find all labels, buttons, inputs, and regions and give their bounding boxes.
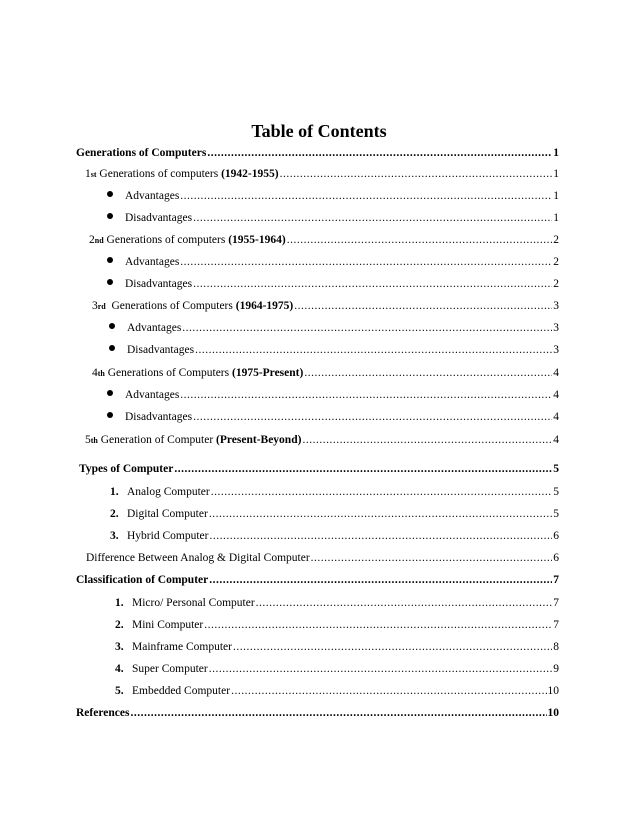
toc-entry[interactable] — [107, 255, 559, 269]
toc-entry[interactable]: 4 th Generations of Computers (1975-Present) ..... 4 — [92, 366, 559, 380]
toc-entry-label: Super Computer — [132, 663, 208, 675]
toc-entry-years: (1955-1964) — [228, 234, 286, 246]
toc-entry[interactable]: 5 th Generation of Computer (Present-Beyond) ..... 4 — [85, 433, 559, 447]
toc-entry-label: References — [76, 707, 130, 719]
toc-entry[interactable] — [110, 529, 559, 543]
leader-dots — [311, 551, 553, 565]
bullet-icon — [107, 390, 113, 396]
toc-title: Table of Contents — [251, 121, 387, 141]
ordinal-number: 2 — [89, 234, 95, 246]
toc-entry-label: Types of Computer — [79, 463, 174, 475]
toc-entry-years: (Present-Beyond) — [216, 434, 302, 446]
toc-entry-page: 2 — [553, 256, 559, 268]
toc-entry-page: 8 — [553, 641, 559, 653]
toc-entry[interactable] — [115, 640, 559, 654]
leader-dots — [209, 507, 552, 521]
toc-entry-label: Generations of computers — [103, 234, 229, 246]
toc-entry-page: 1 — [553, 168, 559, 180]
toc-entry-label: Generations of Computers — [105, 300, 236, 312]
leader-dots — [280, 167, 553, 181]
toc-entry-page: 6 — [553, 530, 559, 542]
toc-entry[interactable] — [115, 662, 559, 676]
toc-entry-label: Embedded Computer — [132, 685, 231, 697]
toc-entry-label: Digital Computer — [127, 508, 208, 520]
toc-entry[interactable] — [115, 684, 559, 698]
leader-dots — [182, 321, 552, 335]
toc-entry-label: Mini Computer — [132, 619, 204, 631]
toc-entry-label: Analog Computer — [127, 486, 210, 498]
toc-entry-page: 6 — [553, 552, 559, 564]
leader-dots — [193, 277, 552, 291]
toc-entry-page: 2 — [553, 234, 559, 246]
leader-dots — [204, 618, 552, 632]
toc-entry-label: Generation of Computer — [97, 434, 217, 446]
list-number: 3. — [115, 641, 124, 653]
leader-dots — [193, 211, 552, 225]
bullet-icon — [107, 191, 113, 197]
bullet-icon — [107, 257, 113, 263]
toc-entry-page: 10 — [547, 707, 559, 719]
toc-entry[interactable]: 3 rd Generations of Computers (1964-1975) ..... 3 — [92, 299, 559, 313]
leader-dots — [195, 343, 552, 357]
bullet-icon — [107, 412, 113, 418]
list-number: 2. — [115, 619, 124, 631]
leader-dots — [304, 366, 552, 380]
toc-entry-label: Disadvantages — [125, 278, 193, 290]
leader-dots — [231, 684, 546, 698]
toc-entry-page: 5 — [553, 508, 559, 520]
toc-entry[interactable] — [115, 618, 559, 632]
list-number: 1. — [115, 597, 124, 609]
toc-entry[interactable] — [86, 551, 559, 565]
leader-dots — [130, 706, 546, 720]
toc-entry-label: Micro/ Personal Computer — [132, 597, 255, 609]
list-number: 2. — [110, 508, 119, 520]
toc-entry-label: Advantages — [125, 256, 180, 268]
toc-entry-years: (1942-1955) — [221, 168, 279, 180]
list-number: 1. — [110, 486, 119, 498]
toc-entry[interactable]: 1 st Generations of computers (1942-1955) ..... 1 — [85, 167, 559, 181]
toc-entry-label: Classification of Computer — [76, 574, 209, 586]
toc-entry-label: Difference Between Analog & Digital Computer — [86, 552, 310, 564]
ordinal-number: 3 — [92, 300, 98, 312]
toc-entry-page: 7 — [553, 619, 559, 631]
toc-entry-page: 2 — [553, 278, 559, 290]
toc-entry[interactable]: 2 nd Generations of computers (1955-1964) ..... 2 — [89, 233, 559, 247]
toc-entry-page: 3 — [553, 344, 559, 356]
list-number: 4. — [115, 663, 124, 675]
toc-entry-label: Advantages — [127, 322, 182, 334]
toc-entry-label: Disadvantages — [127, 344, 195, 356]
leader-dots — [211, 485, 553, 499]
toc-entry[interactable] — [76, 573, 559, 587]
leader-dots — [193, 410, 552, 424]
leader-dots — [180, 255, 552, 269]
toc-entry-label: Mainframe Computer — [132, 641, 232, 653]
toc-entry-years: (1964-1975) — [235, 300, 294, 312]
toc-entry-page: 4 — [553, 367, 559, 379]
bullet-icon — [109, 345, 115, 351]
toc-entry[interactable] — [107, 277, 559, 291]
toc-entry-label: Generations of Computers — [104, 367, 232, 379]
toc-entry-label: Advantages — [125, 389, 180, 401]
toc-entry[interactable] — [107, 410, 559, 424]
bullet-icon — [107, 213, 113, 219]
toc-entry-label: Hybrid Computer — [127, 530, 209, 542]
toc-entry-page: 10 — [547, 685, 559, 697]
toc-entry-label: Disadvantages — [125, 212, 193, 224]
toc-entry[interactable] — [76, 146, 559, 160]
leader-dots — [209, 529, 552, 543]
leader-dots — [180, 189, 552, 203]
ordinal-number: 1 — [85, 168, 91, 180]
leader-dots — [233, 640, 552, 654]
leader-dots — [180, 388, 552, 402]
toc-entry-page: 1 — [553, 147, 559, 159]
toc-entry-label: Generations of computers — [96, 168, 222, 180]
toc-entry[interactable] — [107, 189, 559, 203]
toc-entry[interactable] — [107, 388, 559, 402]
toc-entry-page: 1 — [553, 190, 559, 202]
leader-dots — [207, 146, 552, 160]
toc-entry-label: Generations of Computers — [76, 147, 207, 159]
toc-entry-page: 7 — [553, 574, 559, 586]
leader-dots — [294, 299, 552, 313]
toc-entry-page: 5 — [553, 486, 559, 498]
toc-entry[interactable] — [76, 706, 559, 720]
toc-entry-years: (1975-Present) — [232, 367, 304, 379]
toc-entry[interactable] — [107, 211, 559, 225]
bullet-icon — [109, 323, 115, 329]
toc-entry[interactable] — [110, 485, 559, 499]
toc-entry-page: 4 — [553, 389, 559, 401]
leader-dots — [209, 662, 553, 676]
toc-entry-page: 4 — [553, 411, 559, 423]
toc-entry-page: 4 — [553, 434, 559, 446]
toc-entry[interactable] — [109, 343, 559, 357]
toc-entry[interactable] — [79, 462, 559, 476]
toc-entry-page: 9 — [553, 663, 559, 675]
list-number: 5. — [115, 685, 124, 697]
leader-dots — [256, 596, 553, 610]
toc-entry-page: 5 — [553, 463, 559, 475]
ordinal-number: 4 — [92, 367, 98, 379]
toc-entry-label: Advantages — [125, 190, 180, 202]
toc-entry-page: 7 — [553, 597, 559, 609]
leader-dots — [174, 462, 552, 476]
toc-entry-page: 1 — [553, 212, 559, 224]
leader-dots — [302, 433, 552, 447]
toc-entry-page: 3 — [553, 300, 559, 312]
toc-entry[interactable] — [115, 596, 559, 610]
toc-entry[interactable] — [109, 321, 559, 335]
bullet-icon — [107, 279, 113, 285]
toc-entry-page: 3 — [553, 322, 559, 334]
leader-dots — [209, 573, 552, 587]
ordinal-number: 5 — [85, 434, 91, 446]
list-number: 3. — [110, 530, 119, 542]
toc-entry[interactable] — [110, 507, 559, 521]
leader-dots — [287, 233, 553, 247]
toc-entry-label: Disadvantages — [125, 411, 193, 423]
